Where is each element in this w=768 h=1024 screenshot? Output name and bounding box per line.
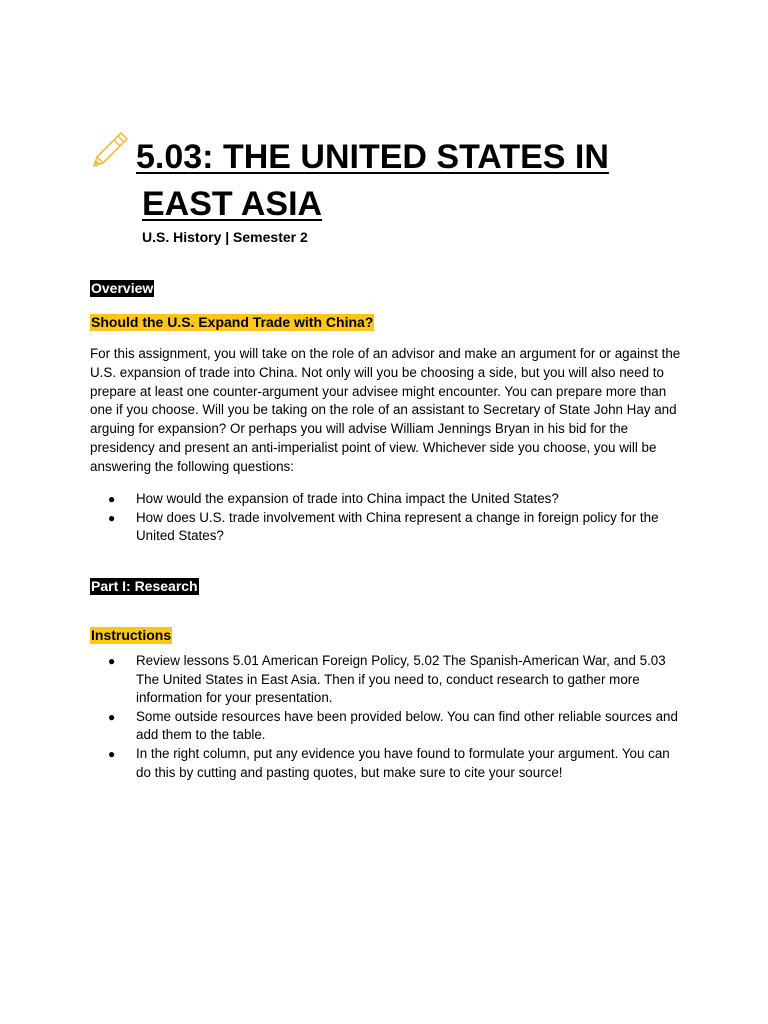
bullet-icon: ● bbox=[108, 510, 116, 525]
bullet-icon: ● bbox=[108, 492, 116, 506]
overview-question-heading: Should the U.S. Expand Trade with China? bbox=[91, 314, 374, 330]
instruction-text: Some outside resources have been provided below. You can find other reliable sources and add them to the table. bbox=[136, 708, 678, 743]
bullet-icon: ● bbox=[108, 709, 116, 724]
page-title-line-1: 5.03: THE UNITED STATES IN bbox=[136, 138, 609, 176]
question-text: How would the expansion of trade into China impact the United States? bbox=[136, 491, 559, 506]
overview-paragraph: For this assignment, you will take on the role of an advisor and make an argument for or against the U.S. expansion of trade into China. Not only will you be choosing a side, but you will also need to prepare at least one counter-argument your advisee might encounter. You can prepare more than one if you choose. Will you be taking on the role of an assistant to Secretary of State John Hay and arguing for expansion? Or perhaps you will advise William Jennings Bryan in his bid for the presidency and present an anti-imperialist point of view. Whichever side you choose, you will be answering the following questions: bbox=[90, 346, 681, 474]
list-item bbox=[108, 652, 688, 708]
page-title-line-2: EAST ASIA bbox=[142, 185, 323, 223]
instructions-heading: Instructions bbox=[91, 627, 172, 643]
pencil-icon bbox=[90, 130, 130, 170]
bullet-icon: ● bbox=[108, 746, 116, 761]
list-item bbox=[108, 509, 688, 546]
questions-list bbox=[108, 490, 688, 546]
instruction-text: In the right column, put any evidence you have found to formulate your argument. You can do this by cutting and pasting quotes, but make sure to cite your source! bbox=[136, 745, 670, 780]
bullet-icon: ● bbox=[108, 654, 116, 668]
list-item bbox=[108, 490, 688, 509]
list-item bbox=[108, 708, 688, 745]
page-subtitle: U.S. History | Semester 2 bbox=[142, 229, 308, 245]
overview-heading: Overview bbox=[91, 280, 154, 296]
instructions-list bbox=[108, 652, 688, 782]
instruction-text: Review lessons 5.01 American Foreign Policy, 5.02 The Spanish-American War, and 5.03 The United States in East Asia. Then if you need to, conduct research to gather more information for your presentation. bbox=[136, 653, 666, 706]
part1-heading: Part I: Research bbox=[91, 578, 198, 594]
list-item bbox=[108, 745, 688, 782]
question-text: How does U.S. trade involvement with China represent a change in foreign policy for the United States? bbox=[136, 509, 659, 544]
